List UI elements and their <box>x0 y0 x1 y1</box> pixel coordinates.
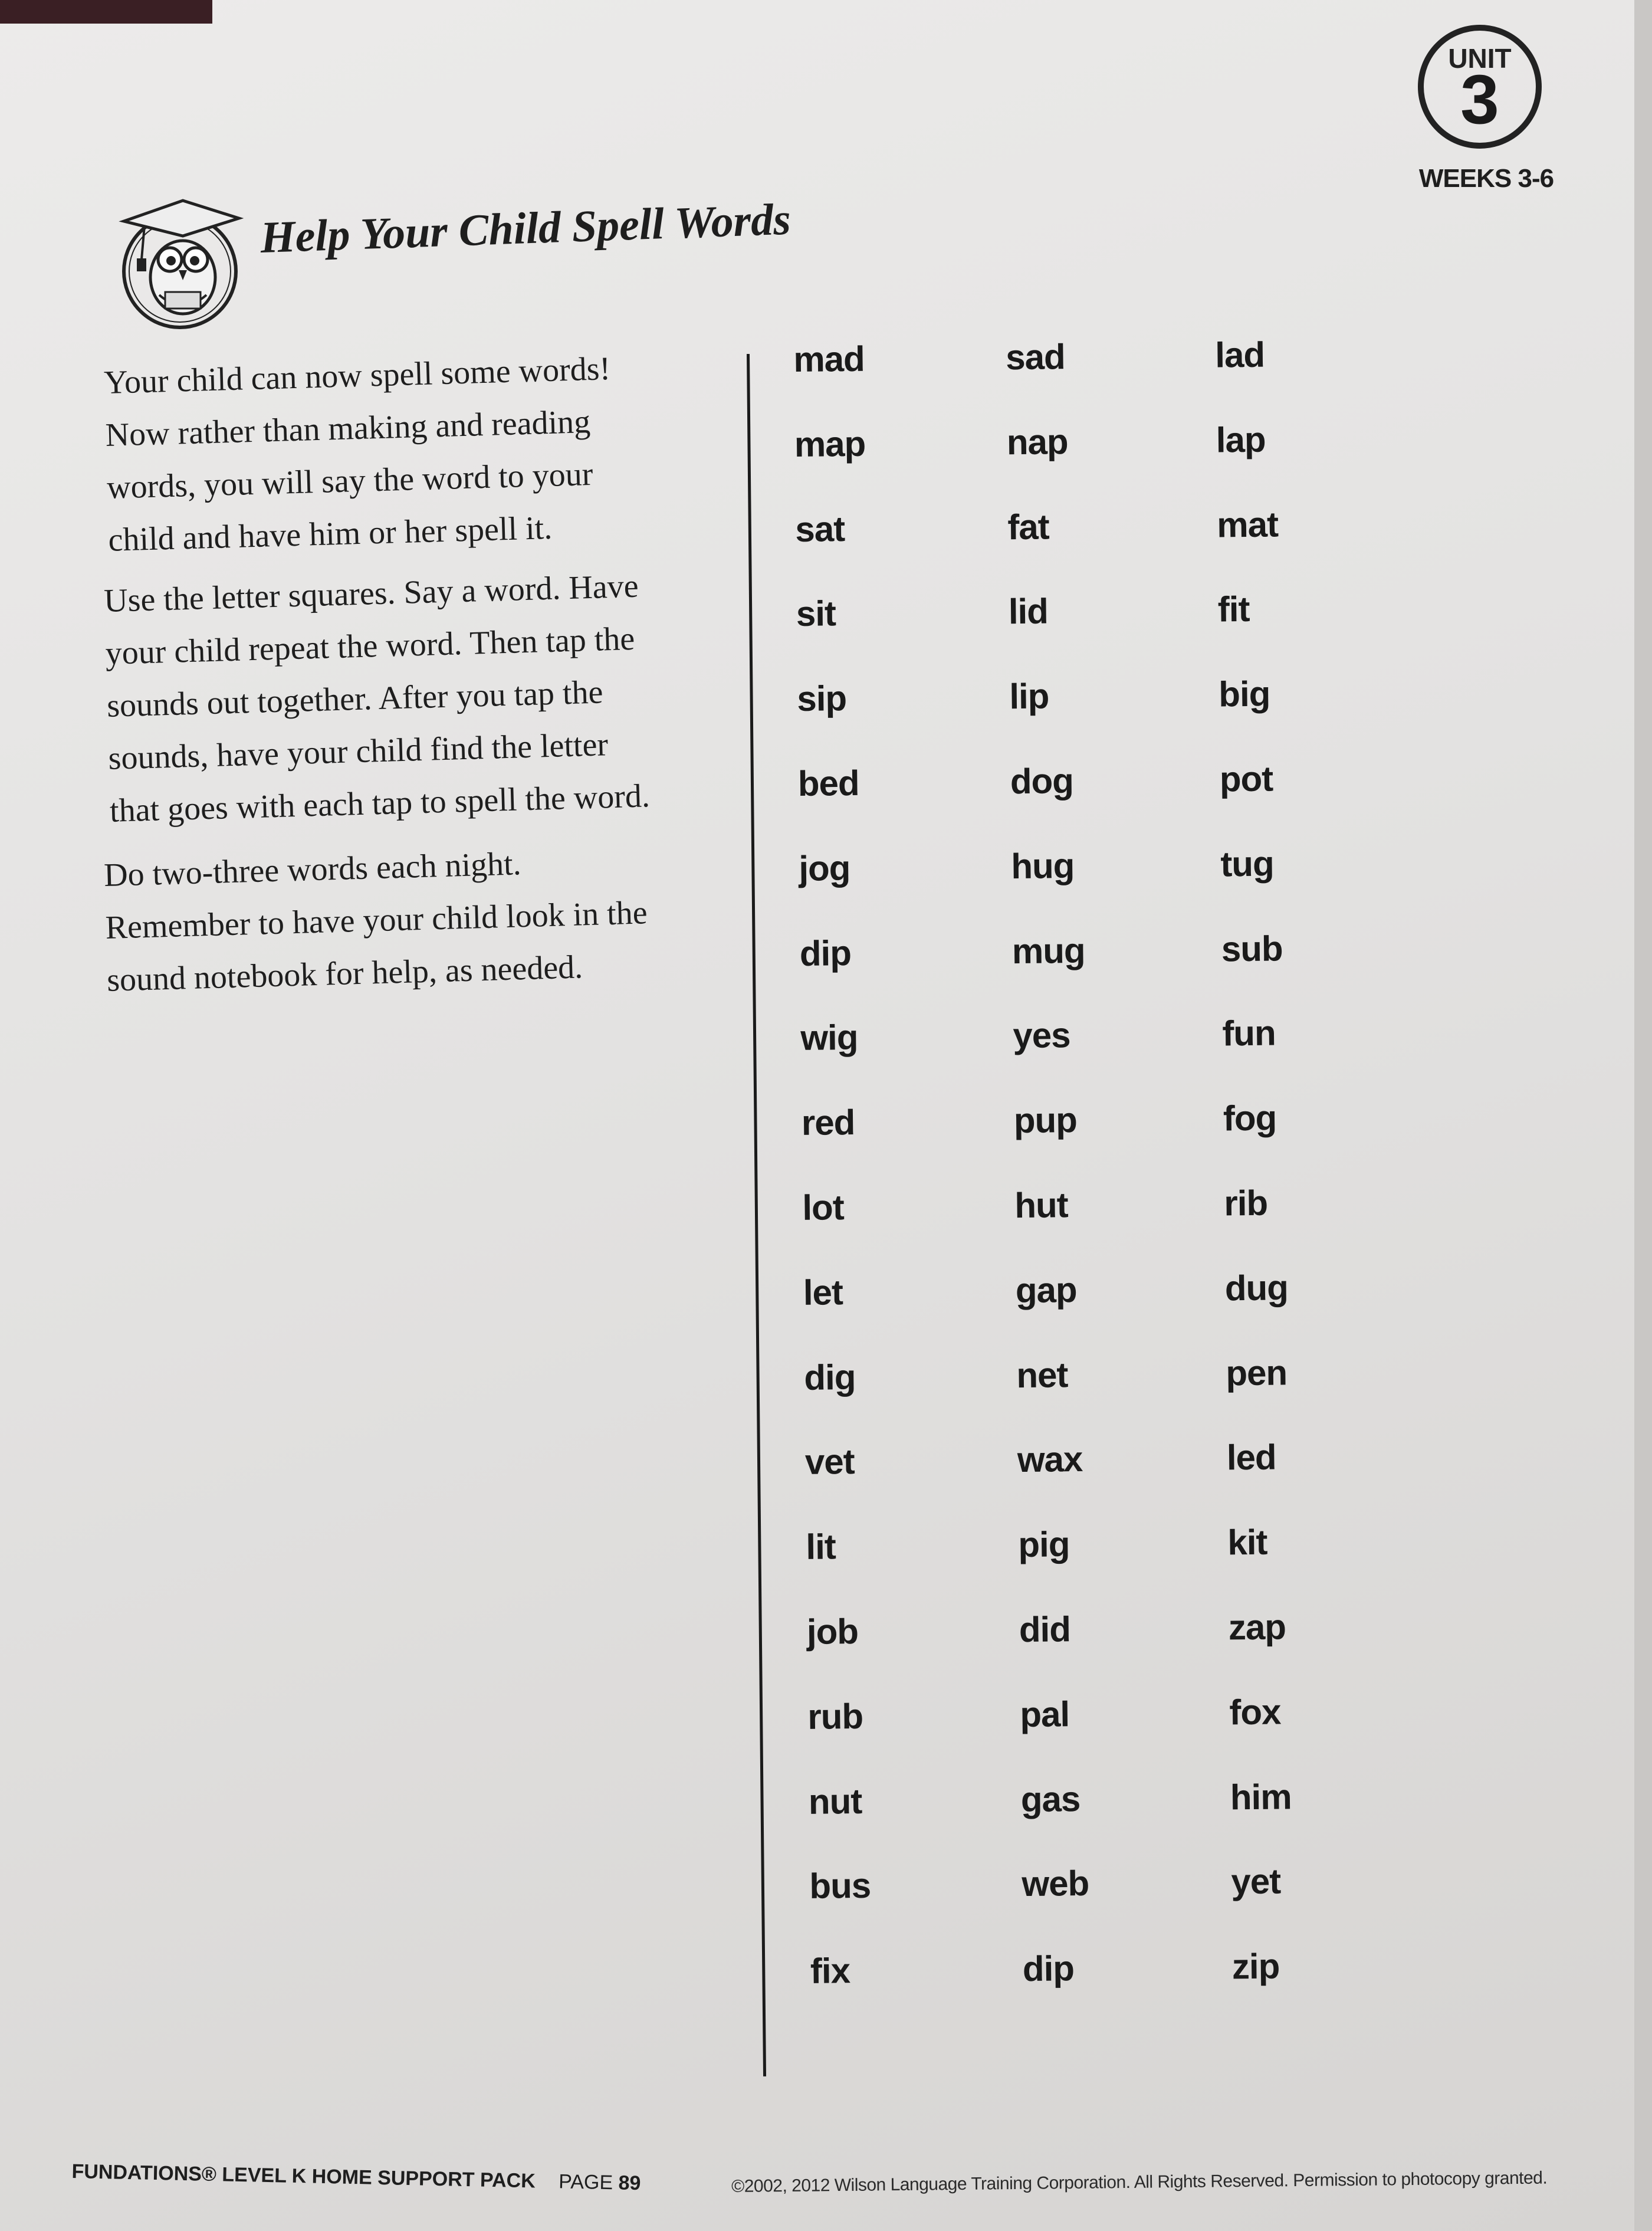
word-row <box>809 1775 1399 1866</box>
paragraph-line: sounds out together. After you tap the <box>106 674 604 724</box>
paragraph-line: that goes with each tap to spell the word. <box>109 777 651 829</box>
word-row <box>793 333 1384 424</box>
paragraph-line: Remember to have your child look in the <box>104 894 648 946</box>
word-list <box>793 333 1401 2036</box>
spelling-word: hut <box>1014 1185 1069 1226</box>
spelling-word: sip <box>797 678 847 719</box>
spelling-word: net <box>1016 1354 1068 1395</box>
word-row <box>804 1351 1394 1442</box>
weeks-label: WEEKS 3-6 <box>1418 164 1554 193</box>
spelling-word: jog <box>799 848 850 888</box>
spelling-word: fat <box>1007 507 1050 547</box>
spelling-word: red <box>801 1103 855 1143</box>
spelling-word: lot <box>802 1187 845 1228</box>
spelling-word: dig <box>804 1357 856 1397</box>
spelling-word: led <box>1226 1437 1276 1478</box>
spelling-word: hug <box>1011 845 1075 886</box>
word-row <box>805 1436 1395 1527</box>
paragraph-line: Your child can now spell some words! <box>103 350 611 401</box>
spelling-word: sat <box>795 508 845 549</box>
word-row <box>803 1266 1394 1357</box>
spelling-word: job <box>806 1611 859 1652</box>
word-row <box>800 927 1390 1018</box>
intro-paragraph <box>103 340 711 567</box>
spelling-word: dug <box>1224 1268 1289 1308</box>
spelling-word: pig <box>1018 1524 1070 1565</box>
word-row <box>802 1181 1392 1272</box>
unit-badge <box>1418 25 1542 149</box>
page-number: 89 <box>618 2171 641 2195</box>
paragraph-line: sound notebook for help, as needed. <box>106 949 583 999</box>
spelling-word: wax <box>1017 1439 1083 1480</box>
word-row <box>806 1521 1396 1612</box>
word-row <box>807 1690 1398 1781</box>
footer-brand <box>71 2160 641 2195</box>
spelling-word: sit <box>796 593 836 634</box>
footer-brand-text: FUNDATIONS® LEVEL K HOME SUPPORT PACK <box>71 2160 536 2193</box>
spelling-word: mad <box>793 339 865 379</box>
unit-label: UNIT <box>1448 43 1512 74</box>
spelling-word: mat <box>1216 504 1279 545</box>
word-row <box>796 588 1387 678</box>
word-row <box>794 418 1385 508</box>
spelling-word: fog <box>1223 1098 1277 1139</box>
word-row <box>809 1860 1400 1951</box>
paragraph-line: sounds, have your child find the letter <box>107 726 609 777</box>
word-row <box>798 757 1388 848</box>
spelling-word: lid <box>1008 591 1049 632</box>
word-row <box>807 1605 1397 1696</box>
spelling-word: big <box>1218 674 1270 714</box>
spelling-word: dip <box>1022 1948 1075 1989</box>
spelling-word: rib <box>1224 1183 1268 1223</box>
reminder-paragraph <box>103 833 709 1007</box>
page-title: Help Your Child Spell Words <box>260 194 791 263</box>
spelling-word: lit <box>806 1527 836 1567</box>
spelling-word: sub <box>1221 928 1283 969</box>
spelling-word: zip <box>1231 1946 1280 1987</box>
spelling-word: pal <box>1020 1694 1070 1734</box>
unit-number: 3 <box>1460 61 1499 139</box>
spelling-word: pup <box>1013 1100 1078 1141</box>
spelling-word: lap <box>1216 419 1266 460</box>
spelling-word: bus <box>809 1866 871 1907</box>
spelling-word: fox <box>1229 1692 1281 1733</box>
word-row <box>799 842 1389 933</box>
paragraph-line: Now rather than making and reading <box>104 403 591 454</box>
instructions-paragraph <box>103 559 712 838</box>
spelling-word: kit <box>1227 1522 1267 1563</box>
spelling-word: gap <box>1015 1269 1077 1310</box>
word-row <box>795 503 1385 593</box>
spelling-word: dip <box>799 933 852 973</box>
spelling-word: pot <box>1219 759 1273 799</box>
word-row <box>797 672 1387 763</box>
spelling-word: him <box>1230 1776 1292 1817</box>
spelling-word: zap <box>1228 1607 1286 1648</box>
footer-copyright: ©2002, 2012 Wilson Language Training Corporation. All Rights Reserved. Permission to photocopy granted. <box>731 2168 1548 2196</box>
page-edge <box>1634 0 1652 2231</box>
spelling-word: lad <box>1214 334 1265 375</box>
spelling-word: vet <box>804 1442 855 1482</box>
spelling-word: dog <box>1010 761 1074 802</box>
owl-graduate-icon <box>118 189 248 330</box>
spelling-word: fit <box>1217 589 1250 629</box>
spelling-word: tug <box>1220 844 1274 884</box>
page-label-group <box>559 2170 641 2194</box>
spelling-word: yes <box>1013 1015 1070 1056</box>
word-row <box>800 1012 1391 1103</box>
spelling-word: nap <box>1006 421 1068 462</box>
paragraph-line: words, you will say the word to your <box>106 455 594 506</box>
spelling-word: fix <box>810 1951 850 1991</box>
spelling-word: rub <box>807 1696 863 1737</box>
spelling-word: wig <box>800 1018 858 1058</box>
paragraph-line: child and have him or her spell it. <box>107 509 553 559</box>
column-divider <box>747 354 766 2076</box>
spelling-word: did <box>1019 1609 1071 1650</box>
word-row <box>802 1097 1392 1187</box>
paragraph-line: Do two-three words each night. <box>103 845 522 894</box>
spelling-word: fun <box>1222 1013 1276 1054</box>
spelling-word: lip <box>1009 676 1049 717</box>
paragraph-line: Use the letter squares. Say a word. Have <box>103 567 639 619</box>
page-label: PAGE <box>558 2170 613 2194</box>
spelling-word: gas <box>1020 1779 1080 1819</box>
spelling-word: map <box>794 424 866 464</box>
spelling-word: web <box>1022 1863 1089 1904</box>
spelling-word: sad <box>1005 337 1066 378</box>
word-row <box>810 1945 1401 2036</box>
spelling-word: pen <box>1226 1352 1288 1393</box>
spelling-word: mug <box>1011 930 1085 971</box>
spelling-word: let <box>803 1272 843 1313</box>
spelling-word: nut <box>808 1781 862 1822</box>
paragraph-line: your child repeat the word. Then tap the <box>104 620 636 672</box>
spelling-word: bed <box>797 763 859 803</box>
spelling-word: yet <box>1231 1861 1281 1902</box>
background-edge <box>0 0 212 24</box>
